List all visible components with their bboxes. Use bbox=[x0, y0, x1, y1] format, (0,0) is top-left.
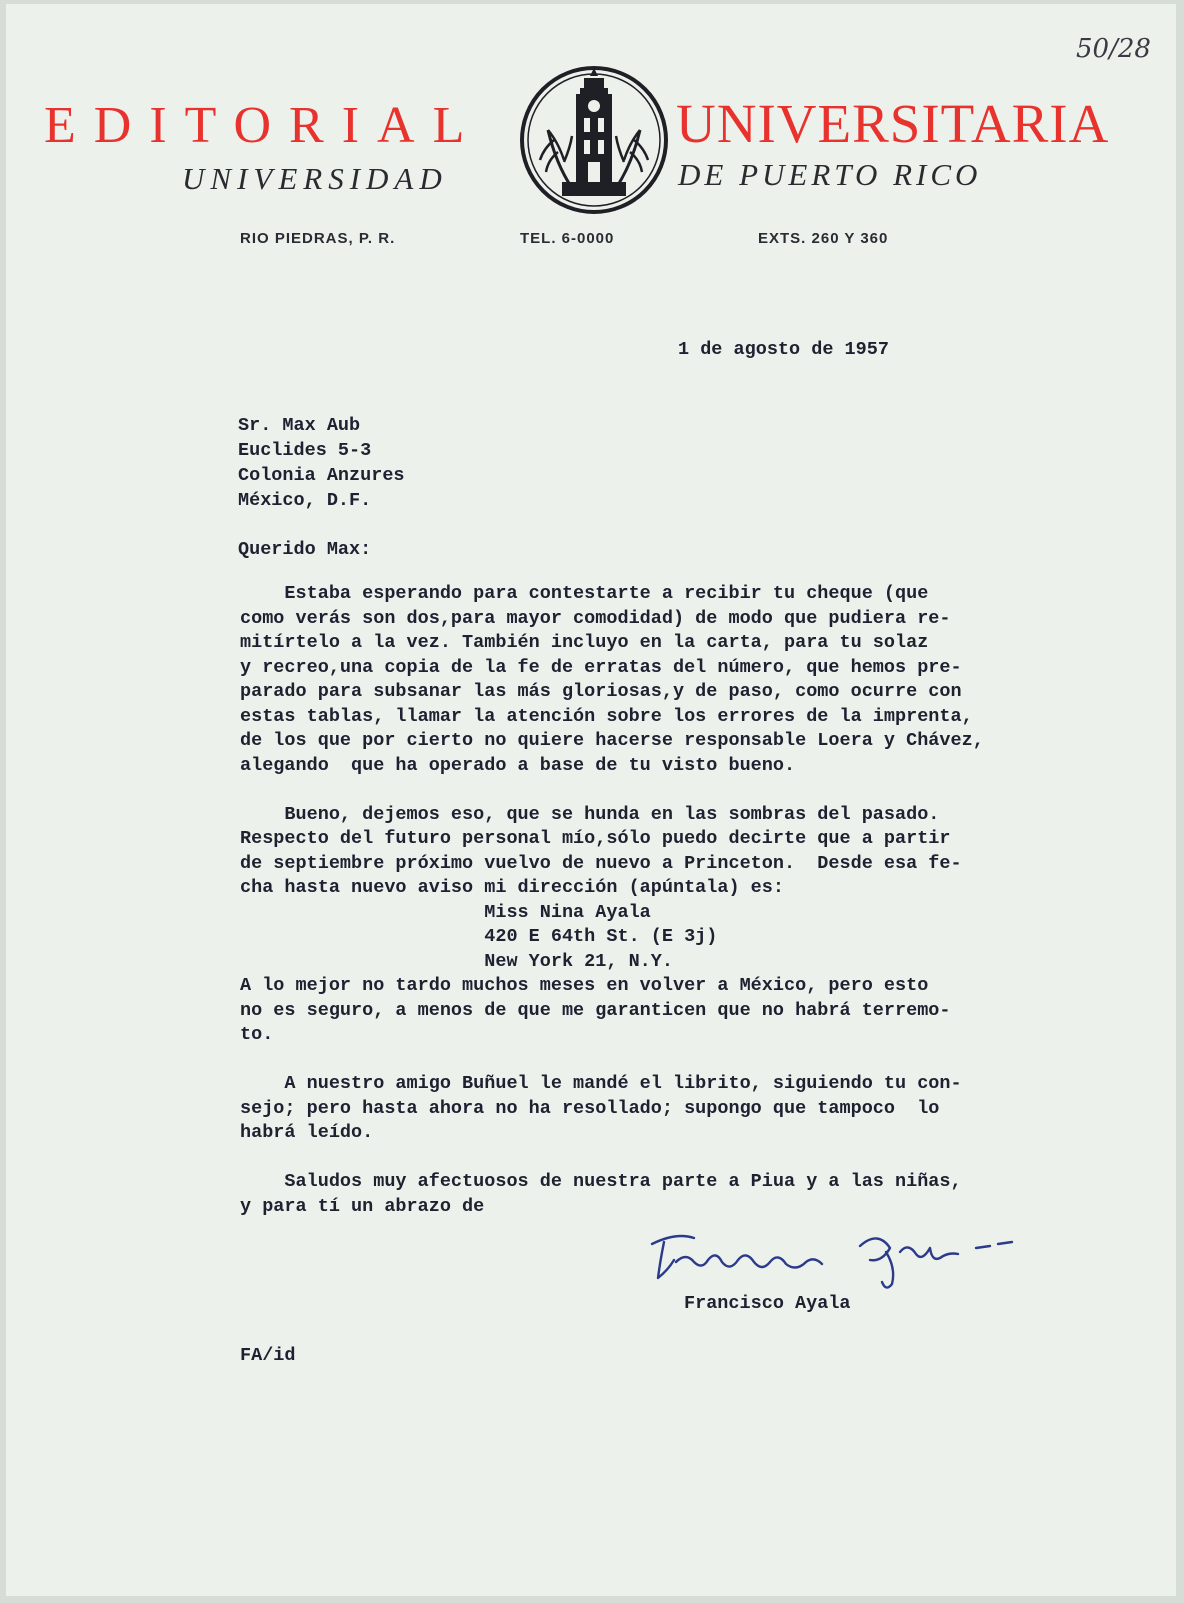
letter-body-line: parado para subsanar las más gloriosas,y de paso, como ocurre con bbox=[240, 681, 962, 702]
letter-body-line: de los que por cierto no quiere hacerse responsable Loera y Chávez, bbox=[240, 730, 984, 751]
letter-body-line: A nuestro amigo Buñuel le mandé el librito, siguiendo tu con- bbox=[240, 1073, 962, 1094]
recipient-colony: Colonia Anzures bbox=[238, 465, 405, 486]
letter-body-line: y recreo,una copia de la fe de erratas del número, que hemos pre- bbox=[240, 656, 962, 678]
letterhead-extensions: EXTS. 260 Y 360 bbox=[758, 230, 889, 247]
letter-body-line: estas tablas, llamar la atención sobre los errores de la imprenta, bbox=[240, 705, 973, 727]
letterhead-phone: TEL. 6-0000 bbox=[520, 230, 615, 247]
salutation: Querido Max: bbox=[238, 539, 372, 560]
letterhead-brand-left: EDITORIAL bbox=[44, 97, 483, 154]
letter-body-line bbox=[240, 1146, 984, 1171]
letter-body-line: sejo; pero hasta ahora no ha resollado; supongo que tampoco lo bbox=[240, 1097, 940, 1119]
recipient-street: Euclides 5-3 bbox=[238, 440, 372, 461]
letter-body-line: Bueno, dejemos eso, que se hunda en las sombras del pasado. bbox=[240, 803, 940, 825]
letter-body-line bbox=[240, 778, 984, 803]
letter-sheet bbox=[6, 4, 1176, 1596]
letterhead-subtitle-left: UNIVERSIDAD bbox=[182, 161, 448, 196]
letter-body-line: no es seguro, a menos de que me garanticen que no habrá terremo- bbox=[240, 999, 951, 1021]
letter-body-line bbox=[240, 1048, 984, 1073]
letter-body-line: 420 E 64th St. (E 3j) bbox=[240, 926, 718, 947]
letter-body-line: como verás son dos,para mayor comodidad) de modo que pudiera re- bbox=[240, 607, 951, 629]
reference-initials: FA/id bbox=[240, 1345, 296, 1366]
university-tower-seal-icon bbox=[518, 64, 670, 216]
recipient-name: Sr. Max Aub bbox=[238, 415, 361, 436]
letter-body-line: A lo mejor no tardo muchos meses en volver a México, pero esto bbox=[240, 975, 929, 996]
handwritten-signature bbox=[646, 1222, 1026, 1292]
recipient-city: México, D.F. bbox=[238, 490, 372, 511]
letter-body-line: New York 21, N.Y. bbox=[240, 950, 673, 972]
letter-body-line: Estaba esperando para contestarte a recibir tu cheque (que bbox=[240, 583, 929, 604]
letter-body bbox=[240, 582, 984, 1219]
letter-body-line: Respecto del futuro personal mío,sólo puedo decirte que a partir bbox=[240, 828, 951, 849]
letter-date: 1 de agosto de 1957 bbox=[678, 339, 889, 360]
letter-body-line: cha hasta nuevo aviso mi dirección (apúntala) es: bbox=[240, 877, 784, 898]
letter-body-line: Miss Nina Ayala bbox=[240, 901, 651, 923]
archive-number: 50/28 bbox=[1076, 34, 1151, 64]
letter-body-line: alegando que ha operado a base de tu visto bueno. bbox=[240, 754, 796, 776]
letter-body-line: habrá leído. bbox=[240, 1122, 374, 1143]
letter-body-line: mitírtelo a la vez. También incluyo en la carta, para tu solaz bbox=[240, 632, 929, 653]
letter-body-line: Saludos muy afectuosos de nuestra parte a Piua y a las niñas, bbox=[240, 1171, 962, 1192]
letterhead-address: RIO PIEDRAS, P. R. bbox=[240, 230, 396, 247]
typed-signature-name: Francisco Ayala bbox=[684, 1293, 851, 1314]
letter-body-line: y para tí un abrazo de bbox=[240, 1195, 485, 1217]
letter-body-line: de septiembre próximo vuelvo de nuevo a Princeton. Desde esa fe- bbox=[240, 852, 962, 874]
letterhead-subtitle-right: DE PUERTO RICO bbox=[678, 157, 982, 192]
letterhead-brand-right: UNIVERSITARIA bbox=[676, 93, 1110, 154]
letter-body-line: to. bbox=[240, 1024, 274, 1045]
